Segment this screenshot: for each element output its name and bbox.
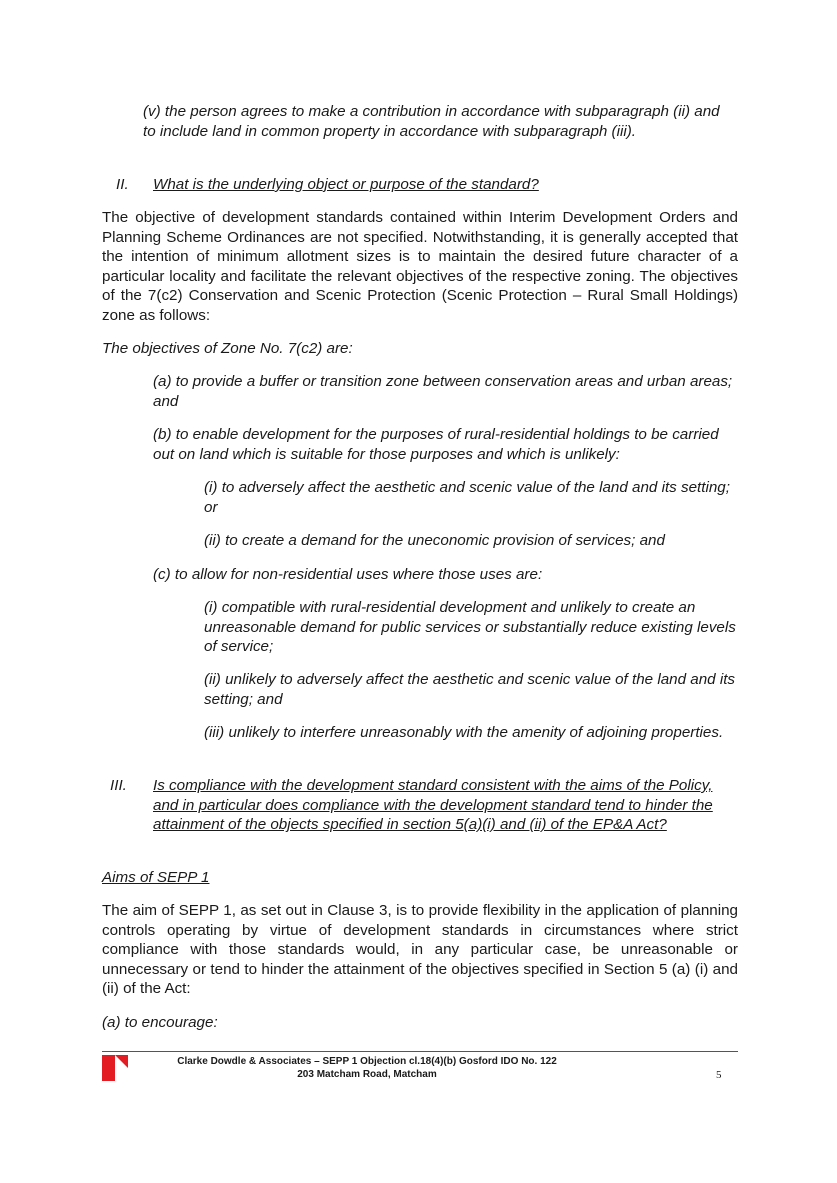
heading-ii: What is the underlying object or purpose of the standard? (153, 176, 539, 193)
footer-address: 203 Matcham Road, Matcham (297, 1069, 437, 1080)
paragraph-aims: The aim of SEPP 1, as set out in Clause 3, is to provide flexibility in the application of planning controls operating by virtue of development standards in circumstances where strict compliance with those standards would, in any particular case, be unreasonable or unnecessary or tend to hinder the attainment of the objectives specified in Section 5 (a) (i) and (ii) of the Act: (102, 902, 738, 998)
list-item-v: (v) the person agrees to make a contribution in accordance with subparagraph (ii) and to include land in common property in accordance with subparagraph (iii). (143, 103, 720, 140)
footer-title: Clarke Dowdle & Associates – SEPP 1 Objection cl.18(4)(b) Gosford IDO No. 122 (177, 1056, 557, 1067)
page-number: 5 (716, 1069, 722, 1081)
footer-divider (102, 1051, 738, 1052)
aims-heading: Aims of SEPP 1 (102, 869, 210, 886)
objective-b: (b) to enable development for the purposes of rural-residential holdings to be carried out on land which is suitable for those purposes and which is unlikely: (153, 426, 719, 463)
company-logo (102, 1055, 128, 1081)
encourage-item: (a) to encourage: (102, 1014, 218, 1031)
objective-a: (a) to provide a buffer or transition zone between conservation areas and urban areas; and (153, 373, 733, 410)
objectives-intro: The objectives of Zone No. 7(c2) are: (102, 340, 353, 357)
paragraph-objective: The objective of development standards contained within Interim Development Orders and Planning Scheme Ordinances are not specified. Notwithstanding, it is generally accepted that the intention of minimum allotment sizes is to maintain the desired future character of a particular locality and facilitate the relevant objectives of the respective zoning. The objectives of the 7(c2) Conservation and Scenic Protection (Scenic Protection – Rural Small Holdings) zone as follows: (102, 209, 738, 324)
objective-c-i: (i) compatible with rural-residential development and unlikely to create an unreasonable demand for public services or substantially reduce existing levels of service; (204, 599, 736, 656)
heading-iii-number: III. (110, 777, 127, 794)
objective-c: (c) to allow for non-residential uses where those uses are: (153, 566, 543, 583)
objective-b-ii: (ii) to create a demand for the uneconomic provision of services; and (204, 532, 665, 549)
heading-ii-number: II. (116, 176, 129, 193)
objective-c-ii: (ii) unlikely to adversely affect the aesthetic and scenic value of the land and its setting; and (204, 671, 736, 708)
objective-c-iii: (iii) unlikely to interfere unreasonably with the amenity of adjoining properties. (204, 724, 724, 741)
objective-b-i: (i) to adversely affect the aesthetic and scenic value of the land and its setting; or (204, 479, 730, 516)
heading-iii: Is compliance with the development standard consistent with the aims of the Policy, and in particular does compliance with the development standard tend to hinder the attainment of the objects specified in section 5(a)(i) and (ii) of the EP&A Act? (153, 777, 713, 834)
